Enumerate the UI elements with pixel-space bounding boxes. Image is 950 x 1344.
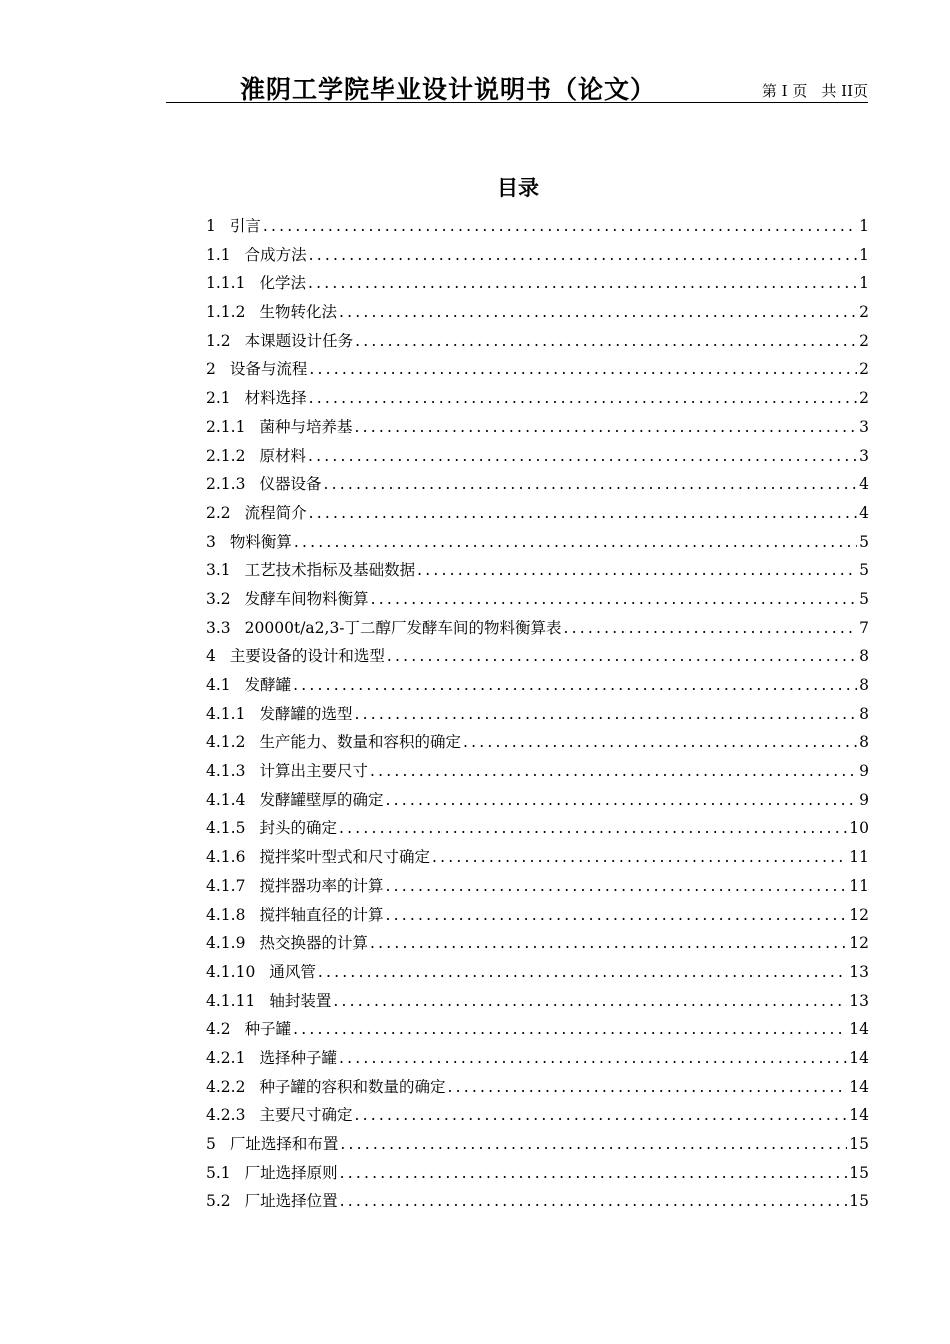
toc-entry-number: 4.1 [206, 676, 231, 694]
toc-entry-page: 2 [859, 331, 869, 350]
toc-entry-page: 9 [859, 790, 869, 809]
toc-entry-number: 3 [206, 532, 216, 551]
toc-entry-number: 5 [206, 1135, 216, 1153]
toc-entry-title: 原材料 [259, 446, 306, 465]
toc-entry-number: 4 [206, 647, 216, 666]
toc-entry[interactable] [206, 241, 869, 270]
toc-dot-leader [385, 901, 847, 930]
toc-entry-page: 2 [859, 360, 869, 379]
toc-entry-title: 生物转化法 [259, 303, 337, 322]
toc-entry-page: 2 [859, 303, 869, 322]
toc-entry-number: 4.1.10 [206, 962, 256, 981]
toc-entry-title: 发酵罐壁厚的确定 [259, 790, 384, 809]
toc-entry[interactable] [206, 757, 869, 786]
toc-dot-leader [370, 929, 847, 958]
toc-entry-title: 20000t/a2,3-丁二醇厂发酵车间的物料衡算表 [244, 618, 562, 637]
toc-dot-leader [263, 212, 857, 241]
toc-entry[interactable] [206, 901, 869, 930]
toc-dot-leader [340, 1159, 848, 1188]
toc-entry-number: 4.2.3 [206, 1106, 246, 1125]
toc-entry[interactable] [206, 327, 869, 356]
toc-entry-number: 2.2 [206, 503, 231, 522]
toc-entry-title: 种子罐的容积和数量的确定 [259, 1077, 446, 1096]
toc-entry-page: 14 [849, 1048, 869, 1067]
toc-entry-number: 4.1.8 [206, 905, 246, 924]
toc-dot-leader [309, 499, 857, 528]
toc-dot-leader [385, 786, 857, 815]
toc-dot-leader [308, 269, 857, 298]
toc-entry-title: 轴封装置 [269, 991, 332, 1010]
page-indicator [758, 80, 868, 101]
toc-entry-title: 发酵车间物料衡算 [244, 589, 369, 608]
toc-dot-leader [340, 1130, 847, 1159]
toc-entry-page: 1 [859, 245, 869, 264]
toc-entry-title: 设备与流程 [229, 360, 308, 379]
toc-entry-number: 1.1.2 [206, 303, 246, 322]
toc-dot-leader [340, 1187, 848, 1216]
toc-entry-number: 4.1.3 [206, 762, 246, 781]
toc-dot-leader [354, 700, 857, 729]
toc-entry-number: 4.1.7 [206, 876, 246, 895]
toc-entry-page: 3 [859, 446, 869, 465]
toc-dot-leader [333, 987, 847, 1016]
toc-entry-title: 发酵罐 [244, 676, 292, 694]
toc-entry-page: 11 [849, 848, 869, 867]
toc-entry-title: 本课题设计任务 [244, 331, 354, 350]
toc-entry-title: 计算出主要尺寸 [259, 762, 368, 781]
toc-entry[interactable] [206, 269, 869, 298]
toc-entry[interactable] [206, 212, 869, 241]
document-title: 淮阴工学院毕业设计说明书（论文） [240, 75, 657, 104]
toc-entry-title: 流程简介 [244, 503, 307, 522]
toc-entry-page: 8 [859, 676, 869, 694]
toc-entry-number: 1.2 [206, 331, 231, 350]
toc-entry-title: 厂址选择位置 [244, 1192, 338, 1211]
toc-dot-leader [339, 1044, 847, 1073]
toc-entry-number: 2.1.1 [206, 417, 246, 436]
toc-entry[interactable] [206, 442, 869, 471]
toc-entry-page: 12 [849, 905, 869, 924]
toc-entry[interactable] [206, 872, 869, 901]
toc-entry-title: 搅拌轴直径的计算 [259, 905, 384, 924]
toc-entry-number: 5.1 [206, 1163, 231, 1182]
toc-entry-number: 4.1.5 [206, 819, 246, 838]
toc-entry[interactable] [206, 1101, 869, 1130]
toc-entry-title: 厂址选择和布置 [229, 1135, 339, 1153]
toc-dot-leader [339, 814, 847, 843]
toc-entry-number: 4.2.1 [206, 1048, 246, 1067]
toc-dot-leader [417, 556, 857, 585]
toc-entry-page: 15 [849, 1192, 869, 1211]
toc-dot-leader [370, 757, 857, 786]
total-pages: 共 II页 [821, 82, 868, 100]
toc-entry[interactable] [206, 585, 869, 614]
toc-entry[interactable] [206, 355, 869, 384]
toc-dot-leader [323, 470, 857, 499]
page-number: 第 I 页 [761, 82, 808, 100]
toc-entry-page: 5 [859, 589, 869, 608]
toc-entry-page: 8 [859, 647, 869, 666]
table-of-contents [206, 212, 869, 1216]
toc-entry-title: 发酵罐的选型 [259, 704, 353, 723]
toc-dot-leader [447, 1073, 847, 1102]
toc-dot-leader [463, 728, 857, 757]
toc-entry-page: 15 [849, 1163, 869, 1182]
toc-dot-leader [385, 872, 847, 901]
toc-entry-page: 4 [859, 503, 869, 522]
toc-entry-page: 8 [859, 733, 869, 752]
toc-entry[interactable] [206, 700, 869, 729]
toc-entry-number: 4.1.9 [206, 934, 246, 953]
toc-entry-number: 4.2.2 [206, 1077, 246, 1096]
toc-entry-title: 工艺技术指标及基础数据 [244, 561, 416, 580]
toc-dot-leader [355, 327, 857, 356]
toc-entry-number: 3.1 [206, 561, 231, 580]
toc-entry-page: 12 [849, 934, 869, 953]
toc-entry-title: 引言 [229, 217, 261, 235]
toc-entry-number: 4.1.2 [206, 733, 246, 752]
toc-dot-leader [308, 442, 857, 471]
toc-dot-leader [293, 671, 857, 700]
toc-entry-title: 合成方法 [244, 245, 307, 264]
toc-entry-title: 选择种子罐 [259, 1048, 337, 1067]
toc-entry-title: 主要设备的设计和选型 [229, 647, 385, 666]
toc-entry-number: 4.1.4 [206, 790, 246, 809]
toc-entry-number: 4.1.6 [206, 848, 246, 867]
toc-entry[interactable] [206, 671, 869, 700]
toc-entry[interactable] [206, 614, 869, 643]
toc-entry-page: 10 [849, 819, 869, 838]
toc-dot-leader [293, 1015, 847, 1044]
toc-entry[interactable] [206, 1159, 869, 1188]
toc-dot-leader [294, 528, 857, 557]
toc-dot-leader [564, 614, 858, 643]
toc-dot-leader [371, 585, 857, 614]
toc-entry-page: 3 [859, 417, 869, 436]
toc-entry[interactable] [206, 384, 869, 413]
toc-entry-title: 通风管 [269, 962, 316, 981]
toc-entry-number: 2.1.3 [206, 475, 246, 494]
toc-entry[interactable] [206, 528, 869, 557]
toc-entry-title: 仪器设备 [259, 475, 322, 494]
toc-entry[interactable] [206, 987, 869, 1016]
toc-entry[interactable] [206, 786, 869, 815]
toc-entry-page: 9 [859, 762, 869, 781]
toc-dot-leader [432, 843, 847, 872]
toc-entry-number: 1.1 [206, 245, 231, 264]
toc-entry[interactable] [206, 1015, 869, 1044]
toc-dot-leader [318, 958, 847, 987]
toc-dot-leader [354, 1101, 847, 1130]
toc-entry-number: 4.2 [206, 1020, 231, 1039]
toc-entry-title: 种子罐 [244, 1020, 292, 1039]
toc-entry[interactable] [206, 499, 869, 528]
page-header [166, 62, 868, 103]
toc-entry-page: 1 [859, 274, 869, 293]
toc-entry-page: 5 [859, 532, 869, 551]
toc-entry-page: 13 [849, 962, 869, 981]
toc-entry[interactable] [206, 470, 869, 499]
toc-entry[interactable] [206, 1044, 869, 1073]
toc-dot-leader [387, 642, 857, 671]
toc-entry-title: 主要尺寸确定 [259, 1106, 353, 1125]
toc-entry[interactable] [206, 929, 869, 958]
toc-entry-page: 7 [859, 618, 869, 637]
toc-heading: 目录 [497, 176, 539, 200]
toc-entry[interactable] [206, 958, 869, 987]
toc-entry-number: 3.3 [206, 618, 231, 637]
toc-entry-page: 14 [849, 1106, 869, 1125]
toc-entry-title: 生产能力、数量和容积的确定 [259, 733, 461, 752]
toc-entry-title: 搅拌桨叶型式和尺寸确定 [259, 848, 430, 867]
toc-entry-number: 2.1.2 [206, 446, 246, 465]
toc-entry[interactable] [206, 814, 869, 843]
toc-entry-page: 2 [859, 389, 869, 408]
toc-entry[interactable] [206, 1187, 869, 1216]
toc-entry-number: 1 [206, 217, 216, 235]
toc-dot-leader [309, 355, 857, 384]
toc-entry-title: 菌种与培养基 [259, 417, 353, 436]
toc-entry-number: 1.1.1 [206, 274, 246, 293]
toc-entry-title: 化学法 [259, 274, 306, 293]
toc-entry-title: 热交换器的计算 [259, 934, 368, 953]
toc-entry-number: 5.2 [206, 1192, 231, 1211]
toc-dot-leader [309, 241, 857, 270]
toc-dot-leader [339, 298, 857, 327]
toc-entry-page: 14 [849, 1020, 869, 1039]
toc-entry-number: 2 [206, 360, 216, 379]
toc-dot-leader [309, 384, 857, 413]
toc-entry[interactable] [206, 843, 869, 872]
toc-entry-page: 4 [859, 475, 869, 494]
toc-entry-title: 搅拌器功率的计算 [259, 876, 384, 895]
toc-entry-number: 4.1.11 [206, 991, 256, 1010]
toc-entry-title: 厂址选择原则 [244, 1163, 338, 1182]
toc-entry-page: 11 [849, 876, 869, 895]
toc-entry-page: 13 [849, 991, 869, 1010]
toc-dot-leader [354, 413, 857, 442]
toc-entry[interactable] [206, 1073, 869, 1102]
toc-entry-title: 物料衡算 [229, 532, 292, 551]
toc-entry-page: 15 [849, 1135, 869, 1153]
toc-entry[interactable] [206, 642, 869, 671]
toc-entry-number: 2.1 [206, 389, 231, 408]
toc-entry[interactable] [206, 413, 869, 442]
toc-entry-page: 14 [849, 1077, 869, 1096]
toc-entry[interactable] [206, 1130, 869, 1159]
toc-entry-title: 材料选择 [244, 389, 307, 408]
toc-entry-title: 封头的确定 [259, 819, 337, 838]
toc-entry[interactable] [206, 556, 869, 585]
toc-entry-page: 1 [859, 217, 869, 235]
toc-entry-page: 8 [859, 704, 869, 723]
toc-entry[interactable] [206, 728, 869, 757]
toc-entry-page: 5 [859, 561, 869, 580]
toc-entry-number: 4.1.1 [206, 704, 246, 723]
toc-entry-number: 3.2 [206, 589, 231, 608]
toc-entry[interactable] [206, 298, 869, 327]
